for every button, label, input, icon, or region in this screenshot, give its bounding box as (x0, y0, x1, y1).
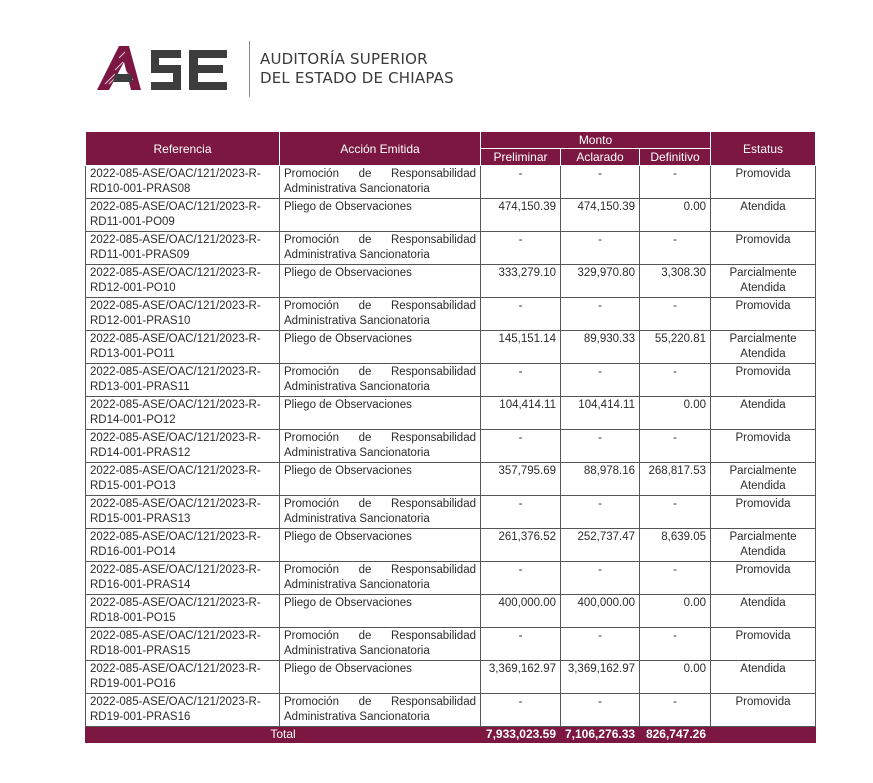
cell-estatus: Promovida (711, 166, 816, 199)
cell-preliminar: 3,369,162.97 (481, 661, 561, 694)
cell-preliminar: - (481, 496, 561, 529)
table-row (86, 694, 816, 727)
total-aclarado: 7,106,276.33 (561, 727, 640, 743)
cell-aclarado: 3,369,162.97 (561, 661, 640, 694)
header-monto: Monto (481, 132, 711, 149)
cell-definitivo: - (640, 364, 711, 397)
cell-aclarado: - (561, 694, 640, 727)
cell-estatus: Promovida (711, 298, 816, 331)
table-row (86, 463, 816, 496)
table-row (86, 166, 816, 199)
cell-definitivo: 3,308.30 (640, 265, 711, 298)
cell-accion-emitida: Pliego de Observaciones (280, 661, 481, 694)
table-row (86, 331, 816, 364)
cell-preliminar: 357,795.69 (481, 463, 561, 496)
cell-aclarado: 400,000.00 (561, 595, 640, 628)
logo-divider (249, 41, 250, 97)
cell-preliminar: - (481, 430, 561, 463)
cell-definitivo: 268,817.53 (640, 463, 711, 496)
cell-estatus: Promovida (711, 232, 816, 265)
cell-definitivo: - (640, 166, 711, 199)
header-estatus: Estatus (711, 132, 816, 166)
cell-definitivo: - (640, 694, 711, 727)
cell-preliminar: - (481, 232, 561, 265)
cell-referencia: 2022-085-ASE/OAC/121/2023-R-RD14-001-PO12 (86, 397, 280, 430)
cell-definitivo: - (640, 298, 711, 331)
cell-accion-emitida: Promoción de Responsabilidad Administrativa Sancionatoria (280, 496, 481, 529)
cell-accion-emitida: Promoción de Responsabilidad Administrativa Sancionatoria (280, 232, 481, 265)
cell-accion-emitida: Promoción de Responsabilidad Administrativa Sancionatoria (280, 628, 481, 661)
logo-text (260, 50, 454, 88)
cell-accion-emitida: Pliego de Observaciones (280, 331, 481, 364)
cell-referencia: 2022-085-ASE/OAC/121/2023-R-RD10-001-PRAS08 (86, 166, 280, 199)
cell-referencia: 2022-085-ASE/OAC/121/2023-R-RD15-001-PO13 (86, 463, 280, 496)
cell-accion-emitida: Promoción de Responsabilidad Administrativa Sancionatoria (280, 166, 481, 199)
cell-estatus: Atendida (711, 397, 816, 430)
header-referencia: Referencia (86, 132, 280, 166)
table-row (86, 628, 816, 661)
cell-accion-emitida: Pliego de Observaciones (280, 463, 481, 496)
total-preliminar: 7,933,023.59 (481, 727, 561, 743)
cell-definitivo: 55,220.81 (640, 331, 711, 364)
cell-referencia: 2022-085-ASE/OAC/121/2023-R-RD18-001-PRAS15 (86, 628, 280, 661)
cell-accion-emitida: Promoción de Responsabilidad Administrativa Sancionatoria (280, 694, 481, 727)
table-row (86, 265, 816, 298)
cell-referencia: 2022-085-ASE/OAC/121/2023-R-RD11-001-PO09 (86, 199, 280, 232)
cell-aclarado: 104,414.11 (561, 397, 640, 430)
cell-definitivo: 0.00 (640, 661, 711, 694)
cell-referencia: 2022-085-ASE/OAC/121/2023-R-RD19-001-PO16 (86, 661, 280, 694)
cell-definitivo: - (640, 430, 711, 463)
cell-definitivo: - (640, 496, 711, 529)
cell-preliminar: - (481, 364, 561, 397)
cell-accion-emitida: Pliego de Observaciones (280, 529, 481, 562)
header-preliminar: Preliminar (481, 149, 561, 166)
total-definitivo: 826,747.26 (640, 727, 711, 743)
total-estatus-empty (711, 727, 816, 743)
cell-aclarado: - (561, 232, 640, 265)
cell-referencia: 2022-085-ASE/OAC/121/2023-R-RD13-001-PO11 (86, 331, 280, 364)
table-row (86, 199, 816, 232)
table-row (86, 661, 816, 694)
cell-referencia: 2022-085-ASE/OAC/121/2023-R-RD12-001-PRAS10 (86, 298, 280, 331)
cell-accion-emitida: Pliego de Observaciones (280, 595, 481, 628)
cell-definitivo: 8,639.05 (640, 529, 711, 562)
cell-accion-emitida: Promoción de Responsabilidad Administrativa Sancionatoria (280, 364, 481, 397)
cell-estatus: Promovida (711, 364, 816, 397)
cell-preliminar: 400,000.00 (481, 595, 561, 628)
cell-definitivo: - (640, 562, 711, 595)
table-row (86, 595, 816, 628)
table-row (86, 529, 816, 562)
cell-definitivo: - (640, 628, 711, 661)
ase-logo-mark (95, 40, 235, 98)
table-row (86, 430, 816, 463)
cell-referencia: 2022-085-ASE/OAC/121/2023-R-RD11-001-PRAS09 (86, 232, 280, 265)
table-body (86, 166, 816, 743)
cell-aclarado: - (561, 628, 640, 661)
cell-estatus: Parcialmente Atendida (711, 529, 816, 562)
cell-aclarado: 88,978.16 (561, 463, 640, 496)
cell-estatus: Atendida (711, 595, 816, 628)
header-accion-emitida: Acción Emitida (280, 132, 481, 166)
logo-text-line2: DEL ESTADO DE CHIAPAS (260, 69, 454, 87)
cell-estatus: Atendida (711, 199, 816, 232)
cell-estatus: Parcialmente Atendida (711, 463, 816, 496)
table-row (86, 397, 816, 430)
table-row (86, 562, 816, 595)
cell-estatus: Promovida (711, 562, 816, 595)
cell-aclarado: 89,930.33 (561, 331, 640, 364)
cell-accion-emitida: Promoción de Responsabilidad Administrativa Sancionatoria (280, 430, 481, 463)
header-aclarado: Aclarado (561, 149, 640, 166)
cell-preliminar: 104,414.11 (481, 397, 561, 430)
table-row (86, 496, 816, 529)
cell-preliminar: 261,376.52 (481, 529, 561, 562)
cell-referencia: 2022-085-ASE/OAC/121/2023-R-RD14-001-PRAS12 (86, 430, 280, 463)
cell-accion-emitida: Pliego de Observaciones (280, 265, 481, 298)
cell-estatus: Parcialmente Atendida (711, 331, 816, 364)
cell-aclarado: 252,737.47 (561, 529, 640, 562)
cell-aclarado: - (561, 430, 640, 463)
cell-aclarado: 329,970.80 (561, 265, 640, 298)
cell-preliminar: 474,150.39 (481, 199, 561, 232)
cell-accion-emitida: Promoción de Responsabilidad Administrativa Sancionatoria (280, 298, 481, 331)
cell-referencia: 2022-085-ASE/OAC/121/2023-R-RD18-001-PO15 (86, 595, 280, 628)
logo-text-line1: AUDITORÍA SUPERIOR (260, 50, 428, 68)
cell-preliminar: - (481, 166, 561, 199)
cell-estatus: Promovida (711, 496, 816, 529)
cell-definitivo: 0.00 (640, 199, 711, 232)
cell-definitivo: 0.00 (640, 595, 711, 628)
cell-referencia: 2022-085-ASE/OAC/121/2023-R-RD12-001-PO10 (86, 265, 280, 298)
cell-estatus: Promovida (711, 694, 816, 727)
cell-referencia: 2022-085-ASE/OAC/121/2023-R-RD16-001-PRAS14 (86, 562, 280, 595)
cell-aclarado: - (561, 166, 640, 199)
table-row (86, 364, 816, 397)
cell-estatus: Atendida (711, 661, 816, 694)
cell-estatus: Promovida (711, 430, 816, 463)
header-definitivo: Definitivo (640, 149, 711, 166)
cell-aclarado: - (561, 298, 640, 331)
cell-preliminar: 333,279.10 (481, 265, 561, 298)
cell-referencia: 2022-085-ASE/OAC/121/2023-R-RD13-001-PRAS11 (86, 364, 280, 397)
ase-logo (95, 40, 454, 98)
cell-definitivo: - (640, 232, 711, 265)
cell-estatus: Parcialmente Atendida (711, 265, 816, 298)
cell-referencia: 2022-085-ASE/OAC/121/2023-R-RD15-001-PRAS13 (86, 496, 280, 529)
cell-aclarado: - (561, 496, 640, 529)
cell-referencia: 2022-085-ASE/OAC/121/2023-R-RD19-001-PRAS16 (86, 694, 280, 727)
cell-aclarado: - (561, 364, 640, 397)
cell-preliminar: 145,151.14 (481, 331, 561, 364)
cell-preliminar: - (481, 694, 561, 727)
table-row (86, 298, 816, 331)
acciones-table (85, 131, 816, 743)
cell-aclarado: - (561, 562, 640, 595)
ase-logo-graphic (95, 40, 235, 98)
cell-accion-emitida: Pliego de Observaciones (280, 199, 481, 232)
cell-preliminar: - (481, 562, 561, 595)
cell-referencia: 2022-085-ASE/OAC/121/2023-R-RD16-001-PO14 (86, 529, 280, 562)
total-row (86, 727, 816, 743)
cell-accion-emitida: Promoción de Responsabilidad Administrativa Sancionatoria (280, 562, 481, 595)
cell-estatus: Promovida (711, 628, 816, 661)
total-label: Total (86, 727, 481, 743)
table-row (86, 232, 816, 265)
cell-preliminar: - (481, 628, 561, 661)
cell-preliminar: - (481, 298, 561, 331)
cell-aclarado: 474,150.39 (561, 199, 640, 232)
cell-definitivo: 0.00 (640, 397, 711, 430)
cell-accion-emitida: Pliego de Observaciones (280, 397, 481, 430)
